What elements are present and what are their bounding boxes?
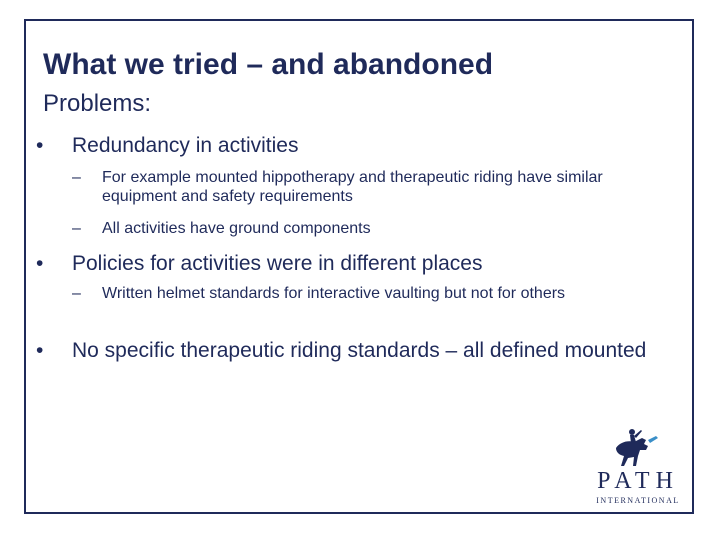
bullet-marker: • xyxy=(36,339,44,362)
logo-subtext: INTERNATIONAL xyxy=(596,496,680,505)
sub-bullet-text: Written helmet standards for interactive vaulting but not for others xyxy=(102,285,566,302)
sub-bullet-text: All activities have ground components xyxy=(102,220,371,237)
sub-bullet-text: For example mounted hippotherapy and therapeutic riding have similar equipment and safety requirements xyxy=(102,169,603,205)
horse-rider-icon xyxy=(586,426,690,472)
sub-bullet-marker: – xyxy=(72,220,81,237)
sub-bullet-marker: – xyxy=(72,169,81,186)
bullet-text: Redundancy in activities xyxy=(72,134,299,157)
slide-title: What we tried – and abandoned xyxy=(43,48,494,81)
slide-subtitle: Problems: xyxy=(43,90,152,117)
bullet-text: No specific therapeutic riding standards – all defined mounted xyxy=(72,339,647,362)
bullet-marker: • xyxy=(36,134,44,157)
path-international-logo xyxy=(586,426,690,508)
logo-word: PATH xyxy=(597,468,679,494)
bullet-marker: • xyxy=(36,252,44,275)
sub-bullet-marker: – xyxy=(72,285,81,302)
bullet-text: Policies for activities were in different places xyxy=(72,252,483,275)
